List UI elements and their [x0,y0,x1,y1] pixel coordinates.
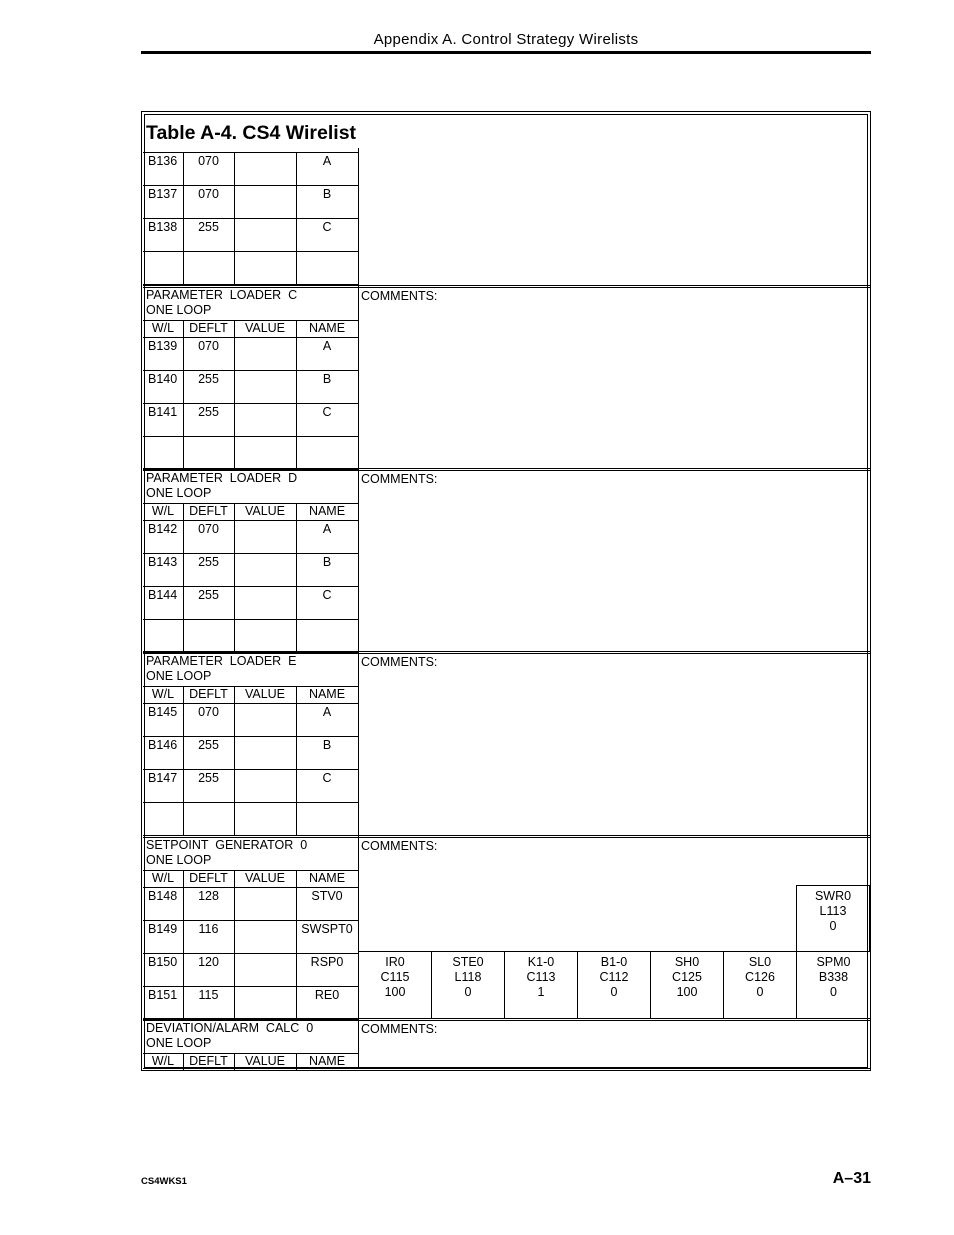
parameter-cell [796,951,871,1019]
table-cell-name: A [322,522,332,536]
column-header: W/L [151,321,175,335]
table-cell-wl: B144 [148,588,178,602]
column-header: NAME [308,504,346,518]
table-cell-deflt: 070 [198,522,219,536]
table-cell-deflt: 070 [198,154,219,168]
column-divider [296,337,297,470]
parameter-line: C126 [745,970,775,984]
column-header: NAME [308,1054,346,1068]
column-header: VALUE [244,1054,286,1068]
parameter-line: 100 [384,985,406,999]
parameter-line: SPM0 [816,955,851,969]
comments-label: COMMENTS: [361,472,438,486]
row-divider [143,337,359,338]
row-divider [143,403,359,404]
column-divider [296,503,297,520]
column-divider [234,686,235,703]
page-header: Appendix A. Control Strategy Wirelists [373,31,639,48]
row-divider [143,920,359,921]
parameter-line: C125 [672,970,702,984]
comments-label: COMMENTS: [361,1022,438,1036]
column-divider [296,320,297,337]
row-divider [143,619,359,620]
table-cell-deflt: 255 [198,405,219,419]
table-cell-deflt: 115 [198,988,219,1002]
header-rule [141,51,871,54]
row-divider [143,586,359,587]
row-divider [143,887,359,888]
table-cell-name: C [322,588,332,602]
table-cell-name: B [322,738,332,752]
left-table-border [358,285,359,468]
parameter-cell [723,951,797,1019]
table-cell-wl: B151 [148,988,178,1002]
row-divider [143,436,359,437]
column-divider [234,337,235,470]
column-divider [234,703,235,836]
row-divider [143,370,359,371]
table-cell-deflt: 120 [198,955,219,969]
table-cell-name: A [322,154,332,168]
row-divider [143,953,359,954]
parameter-line: 0 [756,985,764,999]
swr0-line: SWR0 [814,889,852,903]
parameter-line: SH0 [674,955,700,969]
column-divider [183,503,184,520]
table-cell-deflt: 070 [198,187,219,201]
table-cell-wl: B147 [148,771,178,785]
parameter-line: 1 [537,985,545,999]
column-header: DEFLT [189,504,228,518]
column-divider [296,703,297,836]
column-header: DEFLT [189,1054,228,1068]
table-cell-name: RSP0 [310,955,344,969]
column-divider [183,870,184,887]
section-rule [143,1068,870,1071]
table-cell-wl: B142 [148,522,178,536]
column-header: W/L [151,1054,175,1068]
left-table-border [358,651,359,835]
parameter-line: SL0 [748,955,772,969]
swr0-line: L113 [819,904,847,918]
table-cell-wl: B139 [148,339,178,353]
table-cell-deflt: 070 [198,339,219,353]
column-divider [183,320,184,337]
table-cell-name: C [322,771,332,785]
table-cell-wl: B150 [148,955,178,969]
column-header: DEFLT [189,871,228,885]
column-divider [234,320,235,337]
column-header: DEFLT [189,687,228,701]
column-divider [234,520,235,653]
row-divider [143,152,359,153]
swr0-cell [796,885,870,952]
row-divider [143,251,359,252]
table-title: Table A-4. CS4 Wirelist [146,122,357,144]
left-table-border [358,1018,359,1068]
column-header: W/L [151,504,175,518]
parameter-line: C112 [599,970,629,984]
table-frame-inner [144,114,868,1068]
parameter-line: C115 [380,970,410,984]
column-header: W/L [151,687,175,701]
comments-label: COMMENTS: [361,839,438,853]
table-cell-deflt: 255 [198,372,219,386]
table-cell-deflt: 255 [198,555,219,569]
column-divider [183,152,184,285]
section-label: SETPOINT GENERATOR 0 ONE LOOP [146,838,308,867]
table-cell-name: B [322,555,332,569]
left-table-border [358,468,359,651]
parameter-cell [650,951,724,1019]
column-header: VALUE [244,321,286,335]
column-header: NAME [308,687,346,701]
table-cell-name: RE0 [314,988,340,1002]
table-cell-deflt: 070 [198,705,219,719]
parameter-cell [431,951,505,1019]
section-label: PARAMETER LOADER E ONE LOOP [146,654,297,683]
parameter-line: 0 [464,985,472,999]
row-divider [143,736,359,737]
table-cell-name: C [322,405,332,419]
table-cell-deflt: 255 [198,771,219,785]
row-divider [143,218,359,219]
column-header: W/L [151,871,175,885]
parameter-line: B1-0 [600,955,628,969]
table-cell-deflt: 255 [198,220,219,234]
column-divider [183,703,184,836]
column-header: NAME [308,871,346,885]
table-cell-wl: B145 [148,705,178,719]
parameter-line: IR0 [385,955,405,969]
parameter-line: STE0 [452,955,484,969]
row-divider [143,520,359,521]
table-cell-deflt: 255 [198,588,219,602]
section-label: PARAMETER LOADER D ONE LOOP [146,471,298,500]
table-cell-wl: B143 [148,555,178,569]
table-cell-wl: B136 [148,154,178,168]
table-cell-wl: B148 [148,889,178,903]
parameter-cell [577,951,651,1019]
parameter-line: K1-0 [527,955,555,969]
table-cell-wl: B140 [148,372,178,386]
parameter-line: L118 [454,970,482,984]
table-cell-wl: B138 [148,220,178,234]
column-divider [183,337,184,470]
parameter-line: 0 [610,985,618,999]
page-number: A–31 [832,1170,871,1187]
column-header: DEFLT [189,321,228,335]
section-label: DEVIATION/ALARM CALC 0 ONE LOOP [146,1021,314,1050]
column-divider [296,520,297,653]
table-cell-name: C [322,220,332,234]
table-cell-name: A [322,705,332,719]
column-divider [234,870,235,887]
table-cell-deflt: 116 [198,922,219,936]
table-cell-deflt: 255 [198,738,219,752]
column-divider [234,152,235,285]
table-cell-name: SWSPT0 [301,922,353,936]
table-cell-name: A [322,339,332,353]
column-divider [234,503,235,520]
swr0-line: 0 [829,919,837,933]
table-cell-wl: B146 [148,738,178,752]
table-cell-name: B [322,187,332,201]
table-cell-wl: B141 [148,405,178,419]
left-table-border [358,148,359,285]
row-divider [143,986,359,987]
section-label: PARAMETER LOADER C ONE LOOP [146,288,298,317]
column-header: NAME [308,321,346,335]
row-divider [143,553,359,554]
column-header: VALUE [244,871,286,885]
parameter-cell [504,951,578,1019]
column-divider [183,887,184,1020]
footer-doc-id: CS4WKS1 [141,1176,187,1187]
column-header: VALUE [244,687,286,701]
table-cell-deflt: 128 [198,889,219,903]
comments-label: COMMENTS: [361,655,438,669]
column-divider [296,686,297,703]
column-divider [296,152,297,285]
column-header: VALUE [244,504,286,518]
parameter-cell [358,951,432,1019]
column-divider [183,686,184,703]
table-cell-wl: B149 [148,922,178,936]
parameter-line: 100 [676,985,698,999]
parameter-line: C113 [526,970,556,984]
column-divider [296,887,297,1020]
table-cell-name: B [322,372,332,386]
comments-label: COMMENTS: [361,289,438,303]
parameter-line: B338 [818,970,849,984]
row-divider [143,703,359,704]
column-divider [296,870,297,887]
parameter-line: 0 [830,985,837,999]
row-divider [143,802,359,803]
row-divider [143,769,359,770]
column-divider [183,520,184,653]
column-divider [234,887,235,1020]
table-cell-name: STV0 [311,889,343,903]
row-divider [143,185,359,186]
table-cell-wl: B137 [148,187,178,201]
